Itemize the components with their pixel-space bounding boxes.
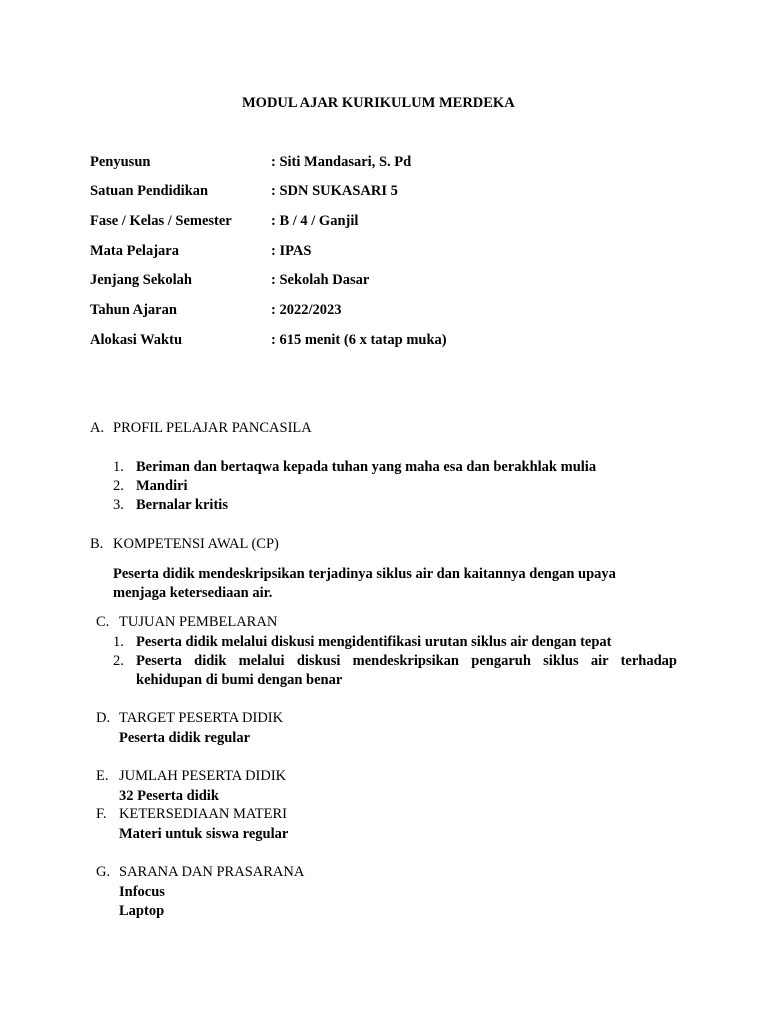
section-letter: F. (96, 806, 107, 822)
meta-label-fase-kelas-semester: Fase / Kelas / Semester (90, 213, 232, 229)
section-body: menjaga ketersediaan air. (113, 585, 273, 601)
section-letter: E. (96, 768, 109, 784)
section-body: Peserta didik regular (119, 730, 251, 746)
section-heading: KETERSEDIAAN MATERI (119, 806, 287, 822)
list-item: Beriman dan bertaqwa kepada tuhan yang maha esa dan berakhlak mulia (136, 459, 597, 475)
list-item: Bernalar kritis (136, 497, 228, 513)
list-number: 1. (113, 459, 124, 475)
list-number: 2. (113, 653, 124, 669)
meta-value-tahun-ajaran: : 2022/2023 (271, 302, 342, 318)
list-item: Mandiri (136, 478, 188, 494)
section-heading: TUJUAN PEMBELARAN (119, 614, 278, 630)
section-body: 32 Peserta didik (119, 788, 219, 804)
meta-label-tahun-ajaran: Tahun Ajaran (90, 302, 177, 318)
meta-label-mata-pelajaran: Mata Pelajara (90, 243, 179, 259)
section-heading: KOMPETENSI AWAL (CP) (113, 536, 279, 552)
meta-value-fase-kelas-semester: : B / 4 / Ganjil (271, 213, 359, 229)
section-letter: A. (90, 420, 105, 436)
meta-value-jenjang-sekolah: : Sekolah Dasar (271, 272, 370, 288)
document-title: MODUL AJAR KURIKULUM MERDEKA (242, 95, 515, 111)
meta-value-penyusun: : Siti Mandasari, S. Pd (271, 154, 412, 170)
list-number: 2. (113, 478, 124, 494)
section-letter: C. (96, 614, 110, 630)
meta-value-mata-pelajaran: : IPAS (271, 243, 312, 259)
meta-label-satuan-pendidikan: Satuan Pendidikan (90, 183, 209, 199)
meta-value-alokasi-waktu: : 615 menit (6 x tatap muka) (271, 332, 447, 348)
section-heading: SARANA DAN PRASARANA (119, 864, 305, 880)
section-body: Infocus (119, 884, 165, 900)
list-item-continuation: kehidupan di bumi dengan benar (136, 672, 343, 688)
list-item: Peserta didik melalui diskusi mengidentifikasi urutan siklus air dengan tepat (136, 634, 612, 650)
section-letter: D. (96, 710, 111, 726)
section-heading: JUMLAH PESERTA DIDIK (119, 768, 287, 784)
meta-value-satuan-pendidikan: : SDN SUKASARI 5 (271, 183, 398, 199)
section-body: Peserta didik mendeskripsikan terjadinya siklus air dan kaitannya dengan upaya (113, 566, 616, 582)
section-letter: G. (96, 864, 111, 880)
list-item: Peserta didik melalui diskusi mendeskripsikan pengaruh siklus air terhadap (136, 653, 677, 669)
meta-label-jenjang-sekolah: Jenjang Sekolah (90, 272, 192, 288)
meta-label-alokasi-waktu: Alokasi Waktu (90, 332, 183, 348)
meta-label-penyusun: Penyusun (90, 154, 151, 170)
section-letter: B. (90, 536, 104, 552)
list-number: 3. (113, 497, 124, 513)
section-heading: TARGET PESERTA DIDIK (119, 710, 284, 726)
list-number: 1. (113, 634, 124, 650)
section-heading: PROFIL PELAJAR PANCASILA (113, 420, 312, 436)
section-body: Laptop (119, 903, 165, 919)
section-body: Materi untuk siswa regular (119, 826, 289, 842)
